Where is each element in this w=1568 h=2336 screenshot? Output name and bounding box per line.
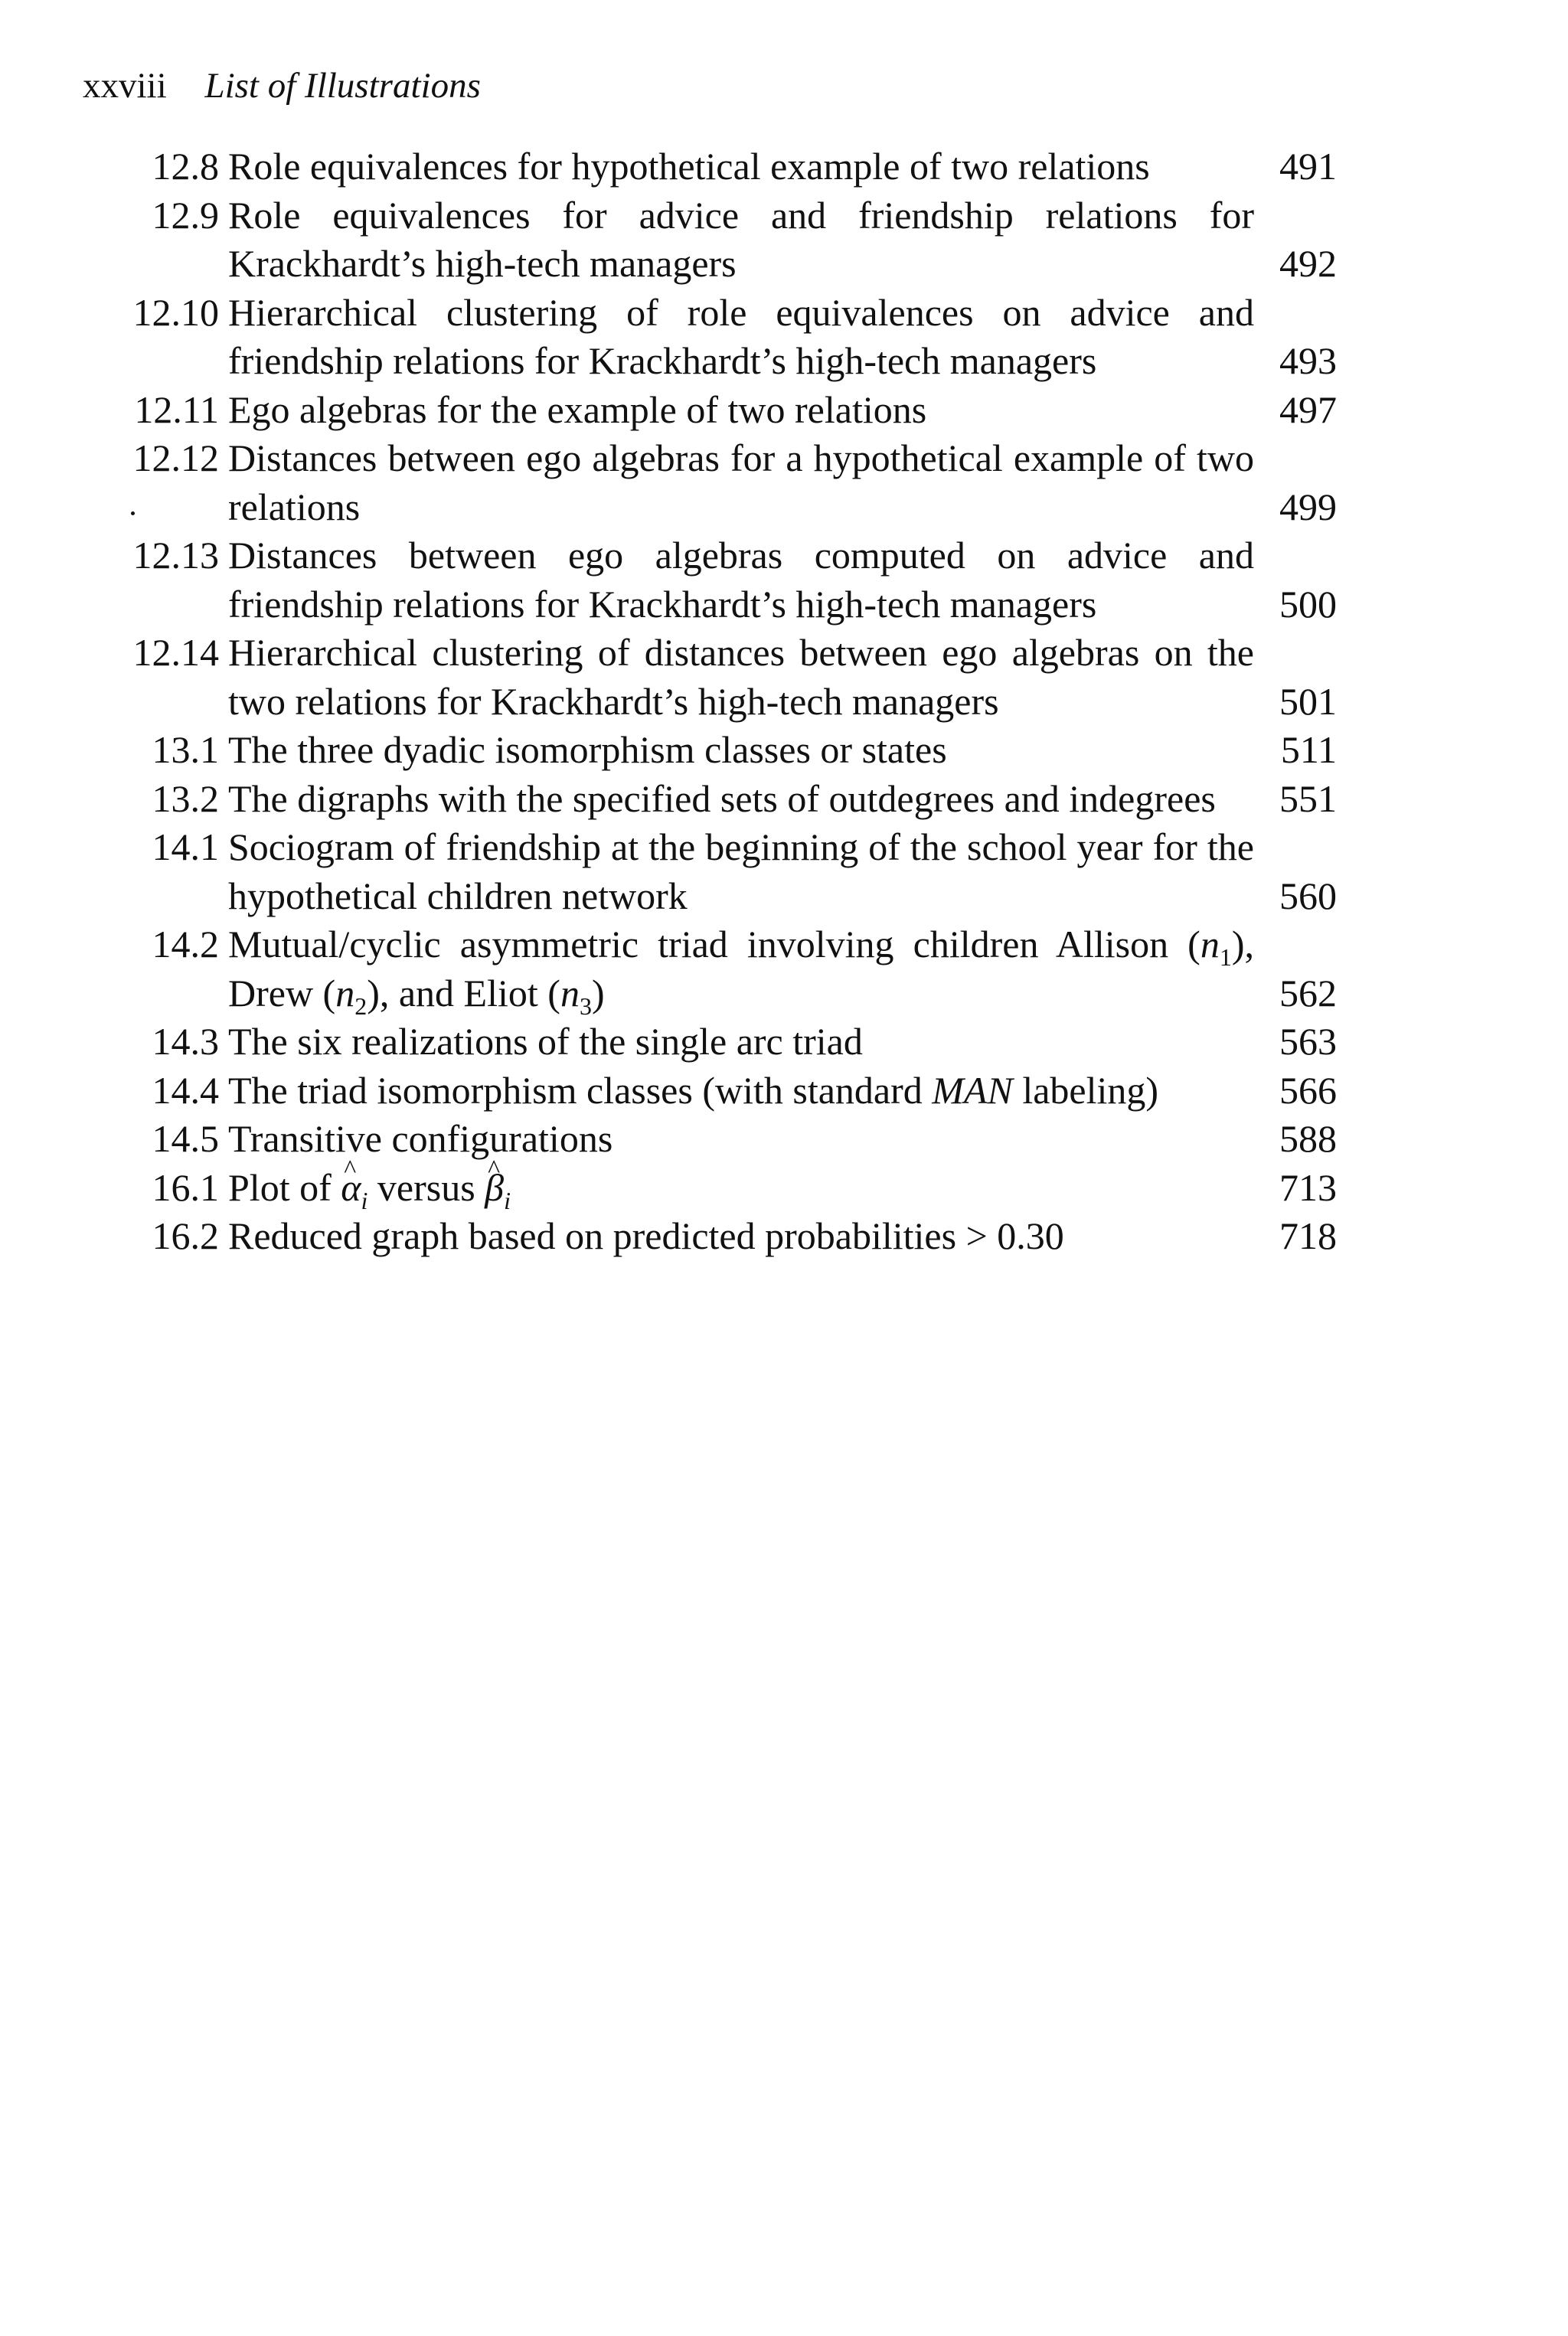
caption-text: The triad isomorphism classes (with standard (228, 1068, 933, 1112)
figure-number: 12.12 (132, 436, 219, 479)
caption-text: Plot of (228, 1165, 341, 1209)
page-header (83, 63, 481, 109)
caption-text: ), Drew ( (228, 923, 1254, 1014)
figure-number: 14.3 (152, 1020, 219, 1063)
man-label: MAN (932, 1068, 1013, 1112)
figure-caption: Role equivalences for hypothetical example of two relations (228, 145, 1150, 188)
figure-caption: Role equivalences for advice and friendship relations for Krackhardt’s high-tech managers (228, 193, 1254, 285)
figure-caption: Sociogram of friendship at the beginning of the school year for the hypothetical children network (228, 825, 1254, 917)
page-number: 497 (1279, 387, 1337, 431)
math-subscript: i (504, 1186, 511, 1214)
figure-number: 12.8 (152, 145, 219, 188)
math-var: n (335, 971, 355, 1014)
figure-number: 14.2 (152, 923, 219, 965)
page-number: 566 (1279, 1068, 1337, 1112)
figure-number: 13.1 (152, 728, 219, 771)
page-number: 718 (1279, 1214, 1337, 1257)
figure-number: 12.11 (134, 387, 219, 431)
list-entry (0, 1067, 1568, 1116)
math-subscript: 1 (1219, 943, 1232, 971)
list-entry (0, 1212, 1568, 1261)
list-entry (0, 920, 1568, 1018)
caption-text: labeling) (1012, 1068, 1159, 1112)
figure-number: 14.5 (152, 1117, 219, 1160)
figure-number: 16.2 (152, 1214, 219, 1257)
page-folio: xxviii (83, 66, 167, 106)
caption-text: ) (591, 971, 605, 1014)
page-number: 588 (1279, 1117, 1337, 1160)
page-number: 499 (1279, 485, 1337, 528)
list-entry (0, 775, 1568, 824)
figure-caption (228, 1067, 1254, 1116)
page-number: 563 (1279, 1020, 1337, 1063)
list-entry (0, 726, 1568, 775)
list-entry (0, 142, 1568, 191)
figure-caption: Distances between ego algebras for a hypothetical example of two relations (228, 436, 1254, 528)
math-subscript: 2 (354, 992, 368, 1020)
page-number: 560 (1279, 874, 1337, 917)
figure-caption (228, 1164, 1254, 1213)
figure-caption: Hierarchical clustering of role equivalences on advice and friendship relations for Krackhardt’s high-tech managers (228, 290, 1254, 382)
caption-text: Mutual/cyclic asymmetric triad involving children Allison ( (228, 923, 1200, 965)
figure-number: 12.13 (132, 534, 219, 577)
figure-caption (228, 920, 1254, 1018)
figure-caption: Ego algebras for the example of two relations (228, 387, 927, 431)
list-entry (0, 289, 1568, 386)
page-number: 562 (1279, 971, 1337, 1014)
caption-text: ), and Eliot ( (367, 971, 560, 1014)
caption-text: versus (368, 1165, 485, 1209)
list-entry (0, 531, 1568, 629)
figure-caption: The digraphs with the specified sets of outdegrees and indegrees (228, 776, 1216, 820)
figure-caption: Reduced graph based on predicted probabilities > 0.30 (228, 1214, 1064, 1257)
figure-caption: The six realizations of the single arc triad (228, 1020, 863, 1063)
list-entry (0, 823, 1568, 920)
figure-number: 16.1 (152, 1165, 219, 1209)
beta-hat-symbol: ^ β (485, 1164, 504, 1213)
figure-number: 14.1 (152, 825, 219, 868)
running-title: List of Illustrations (204, 66, 481, 106)
figure-number: 14.4 (152, 1068, 219, 1112)
figure-caption: Transitive configurations (228, 1117, 613, 1160)
list-entry (0, 629, 1568, 726)
list-entry (0, 434, 1568, 531)
figure-caption: Distances between ego algebras computed on advice and friendship relations for Krackhardt’s high-tech managers (228, 534, 1254, 626)
math-var: n (560, 971, 580, 1014)
page-number: 511 (1280, 728, 1337, 771)
figure-number: 13.2 (152, 776, 219, 820)
figure-caption: Hierarchical clustering of distances between ego algebras on the two relations for Krackhardt’s high-tech managers (228, 631, 1254, 723)
math-subscript: i (361, 1186, 368, 1214)
figure-number: 12.9 (152, 193, 219, 237)
list-entry (0, 1164, 1568, 1213)
alpha-hat-symbol: ^ α (341, 1164, 361, 1213)
math-var: n (1200, 923, 1220, 965)
list-entry (0, 1115, 1568, 1164)
page-number: 501 (1279, 679, 1337, 723)
page-number: 491 (1279, 145, 1337, 188)
list-entry (0, 191, 1568, 289)
illustration-list (0, 142, 1568, 1261)
math-subscript: 3 (579, 992, 592, 1020)
page-number: 713 (1279, 1165, 1337, 1209)
page-number: 500 (1279, 582, 1337, 626)
list-entry (0, 386, 1568, 435)
list-entry (0, 1018, 1568, 1067)
page-number: 492 (1279, 242, 1337, 285)
figure-number: 12.10 (132, 290, 219, 334)
page-number: 551 (1279, 776, 1337, 820)
figure-caption: The three dyadic isomorphism classes or states (228, 728, 947, 771)
figure-number: 12.14 (132, 631, 219, 674)
page-number: 493 (1279, 339, 1337, 382)
